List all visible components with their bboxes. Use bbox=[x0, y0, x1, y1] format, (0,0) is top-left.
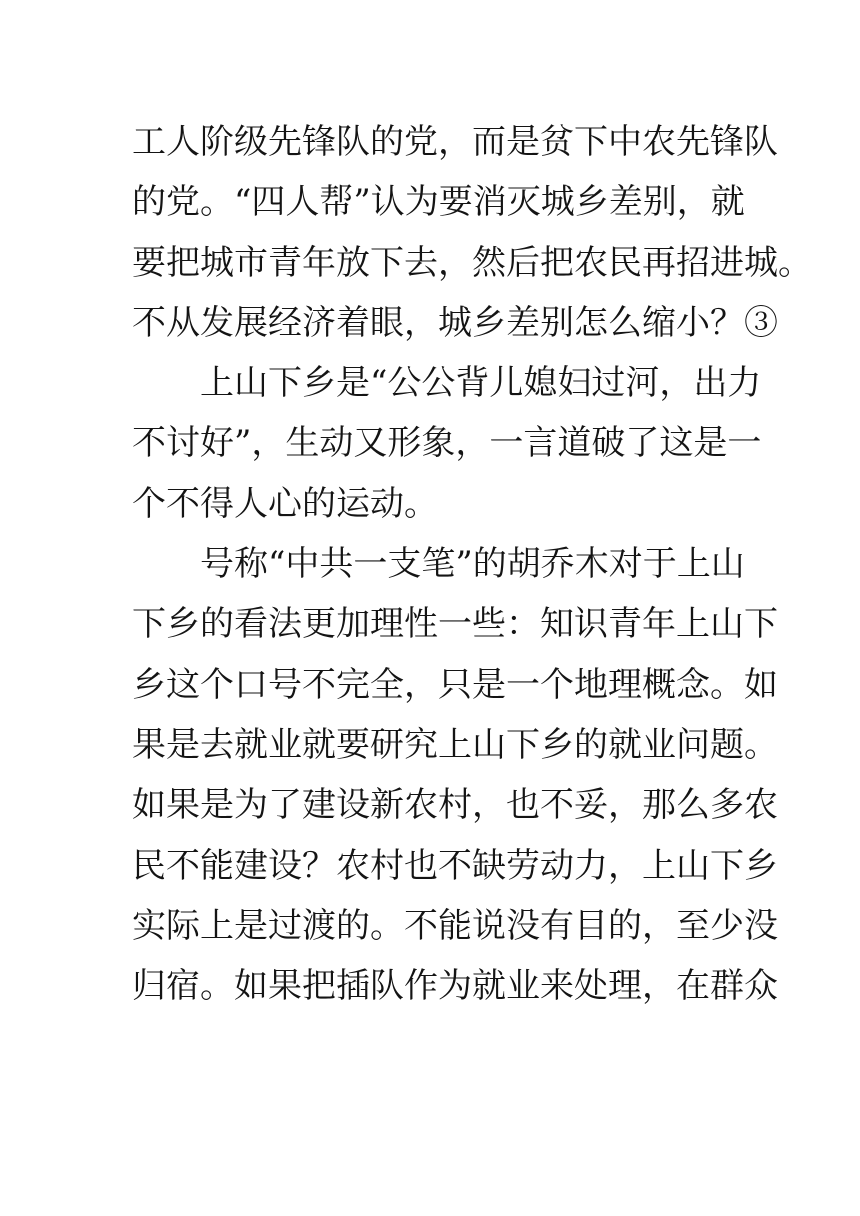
text-line: 民不能建设？农村也不缺劳动力，上山下乡 bbox=[132, 845, 778, 886]
text-line: 不从发展经济着眼，城乡差别怎么缩小？③ bbox=[132, 302, 778, 343]
text-line: 果是去就业就要研究上山下乡的就业问题。 bbox=[132, 724, 778, 765]
body-text bbox=[132, 112, 812, 1016]
text-line: 实际上是过渡的。不能说没有目的，至少没 bbox=[132, 905, 778, 946]
text-line: 如果是为了建设新农村，也不妥，那么多农 bbox=[132, 785, 778, 826]
text-line: 不讨好”，生动又形象，一言道破了这是一 bbox=[132, 423, 762, 464]
text-line: 乡这个口号不完全，只是一个地理概念。如 bbox=[132, 664, 778, 705]
text-line: 个不得人心的运动。 bbox=[132, 483, 438, 524]
text-line: 工人阶级先锋队的党，而是贫下中农先锋队 bbox=[132, 122, 778, 162]
paragraph-start-line: 上山下乡是“公公背儿媳妇过河，出力 bbox=[200, 363, 762, 404]
text-line: 要把城市青年放下去，然后把农民再招进城。 bbox=[132, 242, 812, 283]
text-line: 的党。“四人帮”认为要消灭城乡差别，就 bbox=[132, 182, 745, 223]
paragraph-start-line: 号称“中共一支笔”的胡乔木对于上山 bbox=[200, 544, 745, 585]
text-line: 归宿。如果把插队作为就业来处理，在群众 bbox=[132, 966, 778, 1007]
text-line: 下乡的看法更加理性一些：知识青年上山下 bbox=[132, 604, 778, 645]
